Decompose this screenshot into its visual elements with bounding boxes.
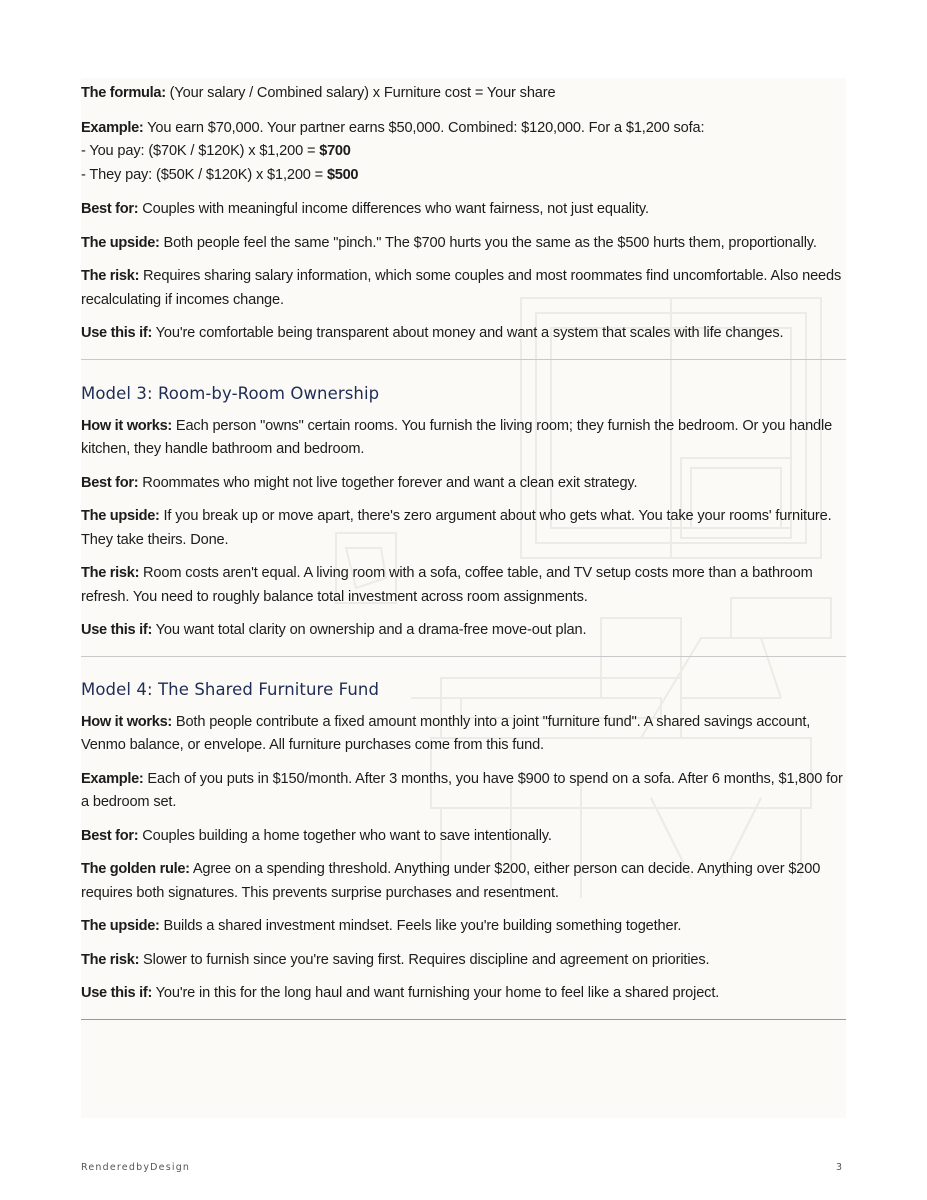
you-pay-amount: $700 xyxy=(319,143,351,159)
how-it-works-text: Both people contribute a fixed amount monthly into a joint "furniture fund". A shared savings account, Venmo balance, or envelope. All furniture purchases come from this fund. xyxy=(81,713,811,753)
formula-label: The formula: xyxy=(81,85,166,101)
how-it-works-label: How it works: xyxy=(81,417,172,434)
section-divider xyxy=(81,1019,846,1020)
they-pay-amount: $500 xyxy=(326,166,359,183)
golden-rule-paragraph xyxy=(81,858,846,905)
how-it-works-label: How it works: xyxy=(81,713,172,730)
use-if-text: You're in this for the long haul and want furnishing your home to feel like a shared project. xyxy=(152,985,720,1001)
how-it-works-text: Each person "owns" certain rooms. You furnish the living room; they furnish the bedroom. Or you handle kitchen, they handle bathroom and bedroom. xyxy=(81,417,833,457)
how-it-works-paragraph xyxy=(81,711,846,758)
example-text: Each of you puts in $150/month. After 3 months, you have $900 to spend on a sofa. After 6 months, $1,800 for a bedroom set. xyxy=(81,770,843,810)
use-if-label: Use this if: xyxy=(81,985,153,1001)
example-they-line xyxy=(81,164,846,188)
risk-paragraph xyxy=(81,265,846,312)
golden-rule-text: Agree on a spending threshold. Anything under $200, either person can decide. Anything over $200 requires both signatures. This prevents surprise purchases and resentment. xyxy=(81,861,821,901)
use-if-label: Use this if: xyxy=(81,325,153,341)
example-you-line xyxy=(81,140,846,164)
example-paragraph xyxy=(81,768,846,815)
best-for-label: Best for: xyxy=(81,827,139,844)
risk-paragraph xyxy=(81,562,846,609)
footer-brand: RenderedbyDesign xyxy=(81,1162,191,1173)
how-it-works-paragraph xyxy=(81,415,846,462)
risk-paragraph xyxy=(81,949,846,973)
best-for-text: Couples building a home together who want to save intentionally. xyxy=(138,827,552,844)
golden-rule-label: The golden rule: xyxy=(81,861,190,877)
risk-text: Slower to furnish since you're saving first. Requires discipline and agreement on priorities. xyxy=(139,951,710,968)
upside-label: The upside: xyxy=(81,508,160,524)
upside-label: The upside: xyxy=(81,234,160,251)
use-if-text: You want total clarity on ownership and a drama-free move-out plan. xyxy=(152,622,587,638)
risk-label: The risk: xyxy=(81,268,140,284)
best-for-paragraph xyxy=(81,825,846,849)
upside-paragraph xyxy=(81,232,846,256)
formula-paragraph xyxy=(81,82,846,106)
model-4-heading: Model 4: The Shared Furniture Fund xyxy=(81,679,380,699)
upside-text: If you break up or move apart, there's zero argument about who gets what. You take your rooms' furniture. They take theirs. Done. xyxy=(81,508,832,548)
model-3-heading: Model 3: Room-by-Room Ownership xyxy=(81,383,380,403)
use-if-paragraph xyxy=(81,982,846,1006)
best-for-paragraph xyxy=(81,198,846,222)
best-for-label: Best for: xyxy=(81,474,139,491)
use-if-paragraph xyxy=(81,322,846,346)
risk-text: Room costs aren't equal. A living room with a sofa, coffee table, and TV setup costs more than a bathroom refresh. You need to roughly balance total investment across room assignments. xyxy=(81,565,813,605)
example-label: Example: xyxy=(81,119,144,136)
risk-label: The risk: xyxy=(81,565,140,581)
upside-paragraph xyxy=(81,915,846,939)
use-if-paragraph xyxy=(81,619,846,643)
page-content xyxy=(81,82,846,1020)
risk-text: Requires sharing salary information, which some couples and most roommates find uncomfortable. Also needs recalculating if incomes change. xyxy=(81,268,842,308)
upside-paragraph xyxy=(81,505,846,552)
upside-text: Builds a shared investment mindset. Feels like you're building something together. xyxy=(159,918,682,934)
page-number: 3 xyxy=(836,1162,843,1173)
example-paragraph xyxy=(81,117,846,141)
example-label: Example: xyxy=(81,770,144,787)
they-pay-text: - They pay: ($50K / $120K) x $1,200 = xyxy=(81,166,327,183)
use-if-text: You're comfortable being transparent about money and want a system that scales with life changes. xyxy=(152,325,784,341)
best-for-text: Couples with meaningful income differences who want fairness, not just equality. xyxy=(138,201,649,217)
upside-text: Both people feel the same "pinch." The $700 hurts you the same as the $500 hurts them, proportionally. xyxy=(159,234,817,251)
upside-label: The upside: xyxy=(81,918,160,934)
formula-text: (Your salary / Combined salary) x Furniture cost = Your share xyxy=(165,85,556,101)
use-if-label: Use this if: xyxy=(81,622,153,638)
best-for-text: Roommates who might not live together forever and want a clean exit strategy. xyxy=(138,474,638,491)
risk-label: The risk: xyxy=(81,951,140,968)
best-for-paragraph xyxy=(81,472,846,496)
best-for-label: Best for: xyxy=(81,201,139,217)
example-text: You earn $70,000. Your partner earns $50,000. Combined: $120,000. For a $1,200 sofa: xyxy=(143,119,705,136)
you-pay-text: - You pay: ($70K / $120K) x $1,200 = xyxy=(81,143,320,159)
